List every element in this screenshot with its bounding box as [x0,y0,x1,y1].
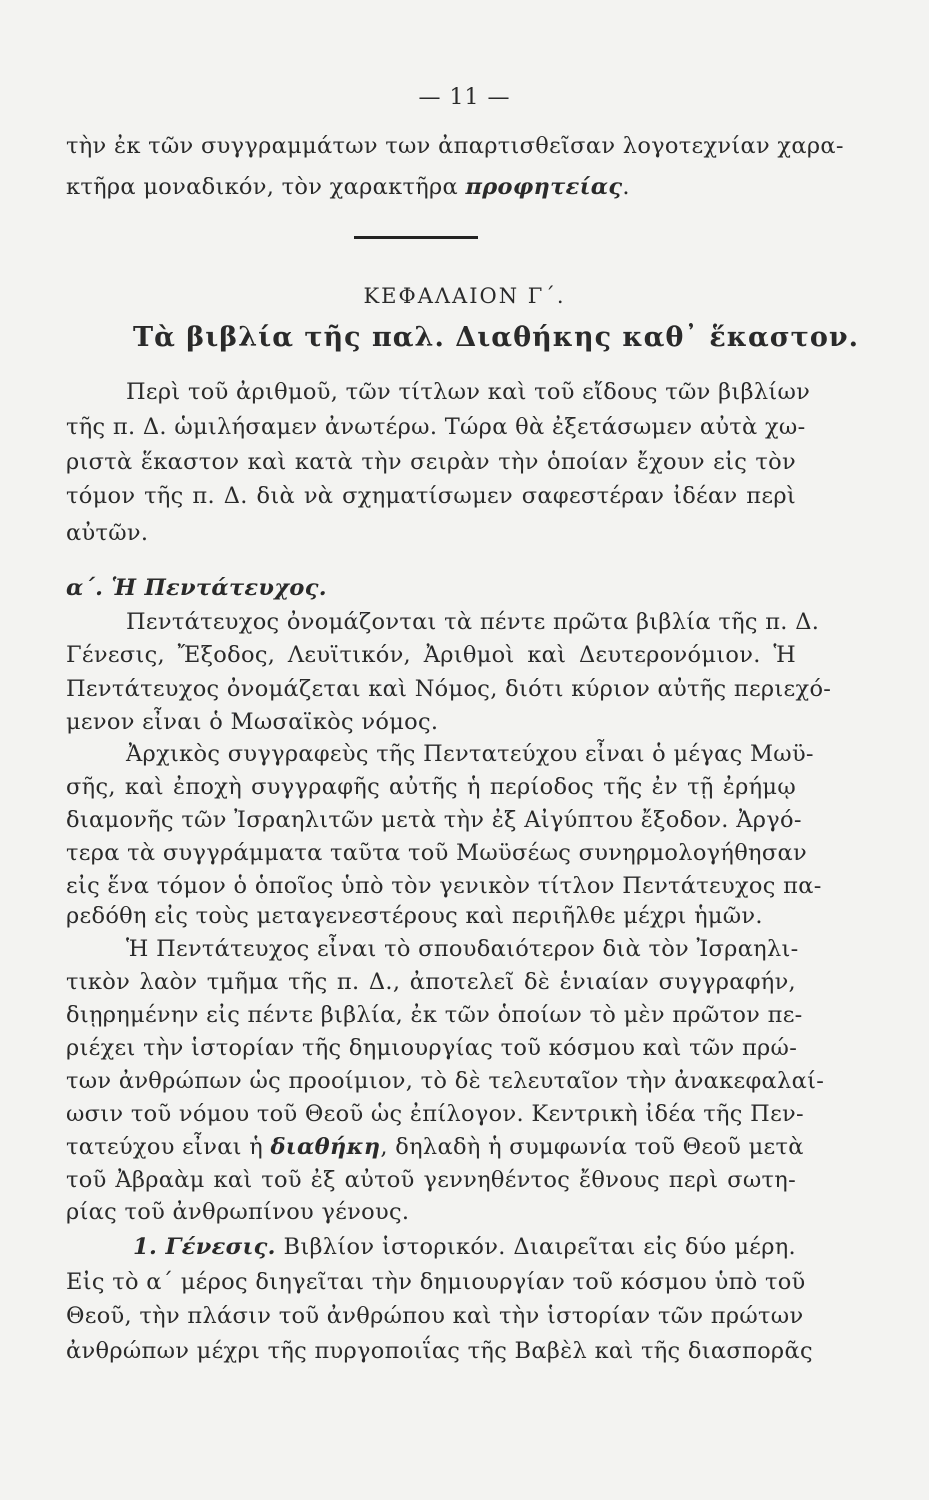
text-line [66,172,796,202]
text-line: Περὶ τοῦ ἀριθμοῦ, τῶν τίτλων καὶ τοῦ εἴδους τῶν βιβλίων [126,379,811,405]
chapter-title: Τὰ βιβλία τῆς παλ. Διαθήκης καθ᾿ ἕκαστον. [133,322,859,353]
text-line: τὴν ἐκ τῶν συγγραμμάτων των ἀπαρτισθεῖσαν λογοτεχνίαν χαρα- [66,133,844,159]
text-line: ρίας τοῦ ἀνθρωπίνου γένους. [66,1199,410,1225]
text-line: ριέχει τὴν ἱστορίαν τῆς δημιουργίας τοῦ κόσμου καὶ τῶν πρώ- [66,1035,798,1061]
text-line: ωσιν τοῦ νόμου τοῦ Θεοῦ ὡς ἐπίλογον. Κεντρικὴ ἰδέα τῆς Πεν- [66,1101,804,1127]
text-line: διῃρημένην εἰς πέντε βιβλία, ἐκ τῶν ὁποίων τὸ μὲν πρῶτον πε- [66,1002,803,1028]
text-line: Γένεσις, Ἔξοδος, Λευϊτικόν, Ἀριθμοὶ καὶ Δευτερονόμιον. Ἡ [66,642,796,668]
emphasis-text: προφητείας [465,174,623,200]
text-line: τόμον τῆς π. Δ. διὰ νὰ σχηματίσωμεν σαφεστέραν ἰδέαν περὶ [66,483,796,509]
text-line: αὐτῶν. [66,520,149,546]
text-line [66,1132,804,1162]
text-line: τῆς π. Δ. ὡμιλήσαμεν ἀνωτέρω. Τώρα θὰ ἐξετάσωμεν αὐτὰ χω- [66,414,806,440]
text-span: . [622,174,630,200]
text-span: τατεύχου εἶναι ἡ [66,1134,271,1160]
text-span: Βιβλίον ἱστορικόν. Διαιρεῖται εἰς δύο μέρη. [275,1234,796,1260]
text-line: σῆς, καὶ ἐποχὴ συγγραφῆς αὐτῆς ἡ περίοδος τῆς ἐν τῇ ἐρήμῳ [66,774,796,800]
text-span: κτῆρα μοναδικόν, τὸν χαρακτῆρα [66,174,466,200]
text-line: Θεοῦ, τὴν πλάσιν τοῦ ἀνθρώπου καὶ τὴν ἱστορίαν τῶν πρώτων [66,1303,804,1329]
emphasis-text: 1. Γένεσις. [133,1234,276,1260]
text-line: ρεδόθη εἰς τοὺς μεταγενεστέρους καὶ περιῆλθε μέχρι ἡμῶν. [66,903,763,929]
text-line [133,1232,796,1262]
text-line: Εἰς τὸ α΄ μέρος διηγεῖται τὴν δημιουργίαν τοῦ κόσμου ὑπὸ τοῦ [66,1269,806,1295]
text-line: Ἀρχικὸς συγγραφεὺς τῆς Πεντατεύχου εἶναι ὁ μέγας Μωϋ- [126,741,814,767]
text-line: ἀνθρώπων μέχρι τῆς πυργοποιΐας τῆς Βαβὲλ καὶ τῆς διασπορᾶς [66,1338,813,1364]
text-line: εἰς ἕνα τόμον ὁ ὁποῖος ὑπὸ τὸν γενικὸν τίτλον Πεντάτευχος πα- [66,873,822,899]
chapter-heading: ΚΕΦΑΛΑΙΟΝ Γ΄. [363,284,566,308]
text-line: ριστὰ ἕκαστον καὶ κατὰ τὴν σειρὰν τὴν ὁποίαν ἔχουν εἰς τὸν [66,449,796,475]
text-line: των ἀνθρώπων ὡς προοίμιον, τὸ δὲ τελευταῖον τὴν ἀνακεφαλαί- [66,1068,825,1094]
text-line: τοῦ Ἀβραὰμ καὶ τοῦ ἐξ αὐτοῦ γεννηθέντος ἔθνους περὶ σωτη- [66,1167,796,1193]
text-span: , δηλαδὴ ἡ συμφωνία τοῦ Θεοῦ μετὰ [380,1134,804,1160]
text-line: μενον εἶναι ὁ Μωσαϊκὸς νόμος. [66,709,439,735]
emphasis-text: διαθήκη [270,1134,381,1160]
text-line: διαμονῆς τῶν Ἰσραηλιτῶν μετὰ τὴν ἐξ Αἰγύπτου ἔξοδον. Ἀργό- [66,807,802,833]
divider [354,236,478,239]
text-line: Πεντάτευχος ὀνομάζεται καὶ Νόμος, διότι κύριον αὐτῆς περιεχό- [66,676,832,702]
text-line: τικὸν λαὸν τμῆμα τῆς π. Δ., ἀποτελεῖ δὲ ἑνιαίαν συγγραφήν, [66,969,796,995]
text-line: Ἡ Πεντάτευχος εἶναι τὸ σπουδαιότερον διὰ τὸν Ἰσραηλι- [126,936,799,962]
text-line: Πεντάτευχος ὀνομάζονται τὰ πέντε πρῶτα βιβλία τῆς π. Δ. [126,609,820,635]
text-line: τερα τὰ συγγράμματα ταῦτα τοῦ Μωϋσέως συνηρμολογήθησαν [66,840,807,866]
section-heading: α΄. Ἡ Πεντάτευχος. [66,575,327,601]
page-number: — 11 — [418,85,511,110]
